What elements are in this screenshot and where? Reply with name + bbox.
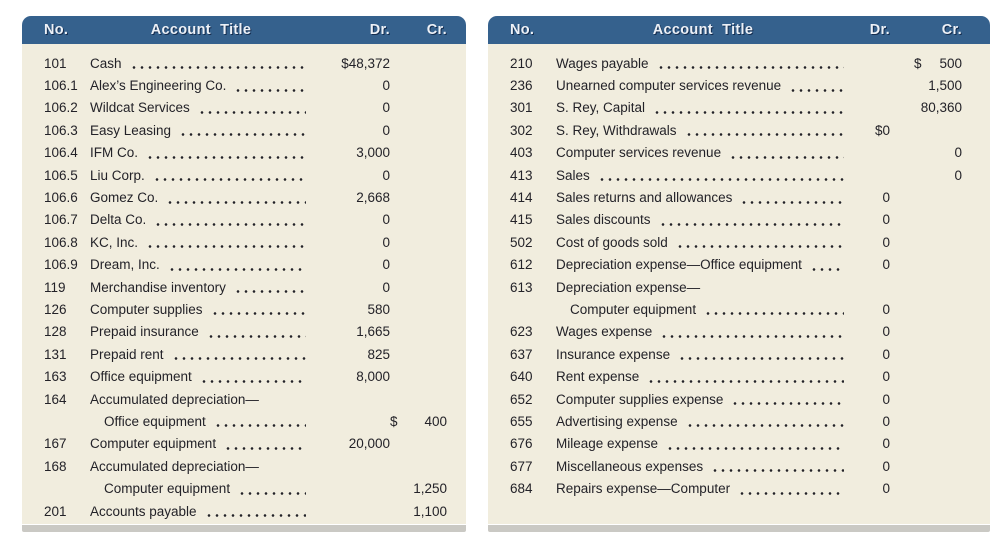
account-title-cell [90,481,312,496]
account-title-cell [556,392,850,407]
account-no: 623 [510,324,533,340]
dr-amount: 0 [882,324,890,340]
account-title: Sales discounts [556,212,651,228]
account-title-cell [556,414,850,429]
table-row [22,365,466,387]
dr-amount: 3,000 [356,145,390,161]
account-no: 126 [44,301,67,317]
account-title: S. Rey, Capital [556,100,646,116]
dr-amount: 0 [882,436,890,452]
account-title-cell [556,190,850,205]
dr-amount: 0 [382,78,390,94]
account-line [22,142,466,164]
account-title-cell [90,414,312,429]
account-title-cell [556,212,850,227]
account-no: 101 [44,55,67,71]
account-no: 403 [510,145,533,161]
account-title-cell [90,190,312,205]
account-line [22,410,466,432]
table-row [22,321,466,343]
dot-leader [810,268,844,271]
account-title-cell [90,123,312,138]
dot-leader [653,111,844,114]
account-line [22,298,466,320]
table-row [22,164,466,186]
account-line [488,343,990,365]
dr-amount: 0 [382,234,390,250]
account-title-cell [556,481,850,496]
dot-leader [205,514,306,517]
account-title: Accumulated depreciation— [90,458,259,474]
dr-amount: 0 [882,212,890,228]
table-row [488,142,990,164]
account-title: Cost of goods sold [556,234,668,250]
dr-amount: 1,665 [356,324,390,340]
account-title: Prepaid insurance [90,324,199,340]
currency-symbol: $ [390,413,398,429]
account-title-cell [556,347,850,362]
dr-amount: 2,668 [356,190,390,206]
account-line [488,298,990,320]
table-row [488,119,990,141]
account-title-cell [556,257,850,272]
account-title: Office equipment [104,413,206,429]
table-row [488,433,990,455]
table-row [22,388,466,433]
dr-amount: 8,000 [356,369,390,385]
account-line [488,276,990,298]
table-row [488,477,990,499]
account-no: 413 [510,167,533,183]
dot-leader [154,223,306,226]
table-row [488,97,990,119]
dot-leader [659,223,844,226]
table-row [22,186,466,208]
account-title: Delta Co. [90,212,147,228]
account-title: Easy Leasing [90,122,172,138]
account-no: 210 [510,55,533,71]
account-title: Computer equipment [570,301,697,317]
dr-amount: 0 [882,234,890,250]
account-no: 106.1 [44,78,78,94]
account-title-cell [556,168,850,183]
dot-leader [711,469,844,472]
account-title-cell [556,78,850,93]
account-no: 637 [510,346,533,362]
dot-leader [211,312,306,315]
account-title: Liu Corp. [90,167,145,183]
account-line [22,74,466,96]
table-row [488,388,990,410]
table-header [22,16,466,44]
cr-amount: 1,100 [413,503,447,519]
table-row [22,209,466,231]
account-no: 676 [510,436,533,452]
account-line [22,455,466,477]
account-no: 502 [510,234,533,250]
account-line [488,119,990,141]
header-dr: Dr. [369,22,390,38]
dr-amount: 0 [382,122,390,138]
table-shadow [22,525,466,532]
table-row [488,455,990,477]
amount-number: 400 [424,413,447,429]
dr-amount: 0 [882,346,890,362]
account-no: 414 [510,190,533,206]
account-no: 106.4 [44,145,78,161]
dr-amount: 0 [882,257,890,273]
account-no: 106.7 [44,212,78,228]
account-no: 677 [510,458,533,474]
cr-amount: 1,500 [928,78,962,94]
table-row [488,365,990,387]
dot-leader [704,312,844,315]
dot-leader [238,492,306,495]
account-line [488,74,990,96]
account-title-cell [90,369,312,384]
header-no: No. [44,22,69,38]
dr-amount: 825 [367,346,390,362]
dot-leader [678,357,844,360]
account-line [488,477,990,499]
account-title: Wildcat Services [90,100,190,116]
account-title: Computer equipment [90,436,217,452]
account-line [22,186,466,208]
account-title-cell [90,235,312,250]
dr-amount: 0 [882,458,890,474]
account-line [488,410,990,432]
cr-amount: 1,250 [413,481,447,497]
account-title: Cash [90,55,122,71]
dot-leader [660,335,844,338]
account-title: Wages payable [556,55,649,71]
account-title-cell [90,212,312,227]
account-no: 164 [44,391,67,407]
account-title-cell [556,302,850,317]
account-no: 201 [44,503,67,519]
account-title-cell [90,145,312,160]
account-no: 613 [510,279,533,295]
dr-amount: 0 [382,212,390,228]
dot-leader [686,424,844,427]
account-no: 302 [510,122,533,138]
account-title: Rent expense [556,369,640,385]
account-no: 163 [44,369,67,385]
account-line [488,254,990,276]
account-line [488,164,990,186]
account-title-cell [90,324,312,339]
account-no: 106.5 [44,167,78,183]
account-line [22,276,466,298]
dot-leader [729,156,844,159]
header-dr: Dr. [869,22,890,38]
account-title-cell [556,235,850,250]
table-body [488,44,990,524]
account-title: Computer supplies [90,301,203,317]
dot-leader [666,447,844,450]
account-no: 684 [510,481,533,497]
account-line [488,142,990,164]
dr-amount: 580 [367,301,390,317]
dot-leader [153,178,306,181]
table-row [22,231,466,253]
dot-leader [234,290,306,293]
dot-leader [738,492,844,495]
account-title-cell [90,280,312,295]
account-no: 106.3 [44,122,78,138]
header-account-title: Account Title [652,22,754,38]
account-line [488,365,990,387]
dot-leader [198,111,306,114]
currency-symbol: $ [914,55,922,71]
account-title: IFM Co. [90,145,139,161]
header-no: No. [510,22,535,38]
account-no: 652 [510,391,533,407]
account-line [22,119,466,141]
account-line [488,231,990,253]
table-row [22,52,466,74]
cr-amount [390,414,447,429]
dot-leader [179,133,306,136]
dr-amount: $48,372 [341,55,390,71]
account-line [488,186,990,208]
dr-amount: 0 [882,481,890,497]
account-title: KC, Inc. [90,234,139,250]
dr-amount: 0 [882,301,890,317]
table-header [488,16,990,44]
account-title: Computer supplies expense [556,391,724,407]
account-title-cell [556,436,850,451]
account-line [488,209,990,231]
account-title-cell [556,324,850,339]
cr-amount: 0 [954,145,962,161]
account-title: Office equipment [90,369,192,385]
account-no: 640 [510,369,533,385]
account-title: Repairs expense—Computer [556,481,731,497]
account-no: 168 [44,458,67,474]
account-title-cell [556,459,850,474]
table-row [22,433,466,455]
account-line [488,52,990,74]
account-title: Miscellaneous expenses [556,458,704,474]
dr-amount: $0 [874,122,890,138]
dot-leader [207,335,306,338]
account-line [488,97,990,119]
dot-leader [146,245,306,248]
account-title: Unearned computer services revenue [556,78,782,94]
account-title-cell [90,100,312,115]
dot-leader [676,245,844,248]
account-no: 167 [44,436,67,452]
account-title: Alex’s Engineering Co. [90,78,227,94]
dr-amount: 0 [882,413,890,429]
account-line [22,52,466,74]
table-body [22,44,466,524]
table-row [488,52,990,74]
dr-amount: 0 [882,369,890,385]
account-title: Insurance expense [556,346,671,362]
table-row [22,142,466,164]
amount-number: 500 [939,55,962,71]
account-title: Advertising expense [556,413,678,429]
account-title: Depreciation expense—Office equipment [556,257,802,273]
account-title: Merchandise inventory [90,279,226,295]
account-title: Computer services revenue [556,145,722,161]
table-row [488,410,990,432]
account-no: 236 [510,78,533,94]
account-title-cell [90,504,312,519]
account-line [22,209,466,231]
account-title: Dream, Inc. [90,257,160,273]
account-title: Gomez Co. [90,190,159,206]
account-no: 301 [510,100,533,116]
account-title: Mileage expense [556,436,659,452]
account-no: 415 [510,212,533,228]
account-line [22,433,466,455]
account-title-cell [90,392,312,407]
cr-amount: 80,360 [920,100,962,116]
table-shadow [488,525,990,532]
dr-amount: 0 [382,257,390,273]
account-line [22,477,466,499]
dot-leader [731,402,844,405]
table-row [22,500,466,522]
header-account-title: Account Title [150,22,252,38]
table-row [22,455,466,500]
account-line [22,343,466,365]
table-row [488,231,990,253]
table-row [488,74,990,96]
dot-leader [598,178,844,181]
ledger-table-right [488,16,990,542]
table-row [22,119,466,141]
account-line [22,97,466,119]
account-title: Depreciation expense— [556,279,701,295]
account-line [22,231,466,253]
account-line [22,500,466,522]
account-line [488,388,990,410]
table-row [488,343,990,365]
account-line [488,455,990,477]
table-row [22,74,466,96]
dot-leader [657,66,844,69]
account-title-cell [556,145,850,160]
table-row [22,276,466,298]
dot-leader [200,380,306,383]
dot-leader [789,89,844,92]
account-title-cell [90,347,312,362]
account-no: 106.8 [44,234,78,250]
dr-amount: 0 [882,190,890,206]
account-no: 612 [510,257,533,273]
account-line [22,254,466,276]
account-no: 128 [44,324,67,340]
account-title: Sales returns and allowances [556,190,733,206]
dot-leader [130,66,306,69]
ledger-table-left [22,16,466,542]
cr-amount: 0 [954,167,962,183]
account-title: Accounts payable [90,503,197,519]
dot-leader [234,89,306,92]
dot-leader [224,447,306,450]
dot-leader [685,133,844,136]
account-title: Computer equipment [104,481,231,497]
account-no: 131 [44,346,67,362]
table-row [22,254,466,276]
dot-leader [740,201,844,204]
dr-amount: 0 [382,100,390,116]
account-title: Prepaid rent [90,346,164,362]
account-title: S. Rey, Withdrawals [556,122,677,138]
account-title-cell [90,168,312,183]
table-row [488,276,990,321]
dot-leader [172,357,306,360]
account-title-cell [556,369,850,384]
account-line [488,433,990,455]
dr-amount: 0 [882,391,890,407]
dot-leader [214,424,306,427]
account-title-cell [90,78,312,93]
account-title-cell [556,123,850,138]
account-title: Accumulated depreciation— [90,391,259,407]
account-title-cell [90,436,312,451]
account-title: Wages expense [556,324,653,340]
dot-leader [647,380,844,383]
dot-leader [168,268,306,271]
account-line [22,321,466,343]
dot-leader [146,156,306,159]
table-row [22,97,466,119]
dr-amount: 0 [382,167,390,183]
account-no: 655 [510,413,533,429]
table-row [488,186,990,208]
table-row [488,321,990,343]
account-no: 106.2 [44,100,78,116]
account-title-cell [90,257,312,272]
table-row [488,209,990,231]
account-line [488,321,990,343]
header-cr: Cr. [941,22,962,38]
dot-leader [166,201,306,204]
account-title-cell [90,56,312,71]
table-row [22,343,466,365]
table-row [488,254,990,276]
account-no: 106.6 [44,190,78,206]
account-line [22,164,466,186]
account-no: 106.9 [44,257,78,273]
account-line [22,388,466,410]
header-cr: Cr. [426,22,447,38]
account-title: Sales [556,167,590,183]
dr-amount: 20,000 [348,436,390,452]
account-no: 119 [44,279,66,295]
account-title-cell [90,459,312,474]
account-title-cell [556,56,850,71]
table-row [488,164,990,186]
account-title-cell [556,280,850,295]
dr-amount: 0 [382,279,390,295]
account-line [22,365,466,387]
account-title-cell [556,100,850,115]
table-row [22,298,466,320]
cr-amount [914,56,962,71]
account-title-cell [90,302,312,317]
